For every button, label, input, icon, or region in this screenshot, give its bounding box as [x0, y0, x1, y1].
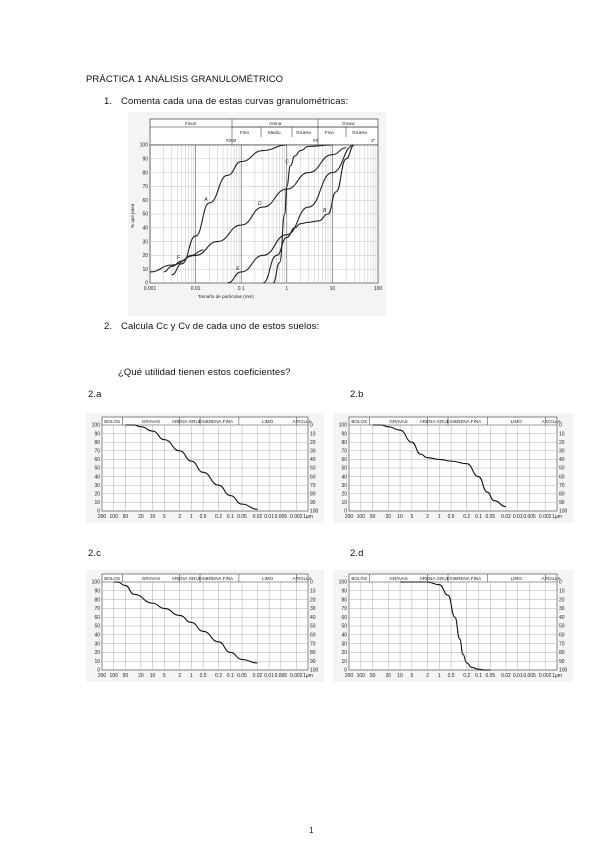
- subchart-left-tick: 30: [94, 482, 100, 489]
- subchart-header-label: ARENA FINA: [205, 576, 234, 581]
- subchart-x-tick: 0.05: [485, 514, 496, 520]
- subchart-left-tick: 50: [341, 465, 347, 472]
- subchart-right-tick: 0: [310, 579, 313, 586]
- subchart-right-tick: 40: [559, 457, 565, 464]
- subchart-right-tick: 100: [559, 667, 568, 674]
- subchart-left-tick: 70: [341, 606, 347, 613]
- subchart-right-tick: 10: [310, 431, 316, 438]
- subchart-2c-svg: [86, 570, 324, 682]
- x-tick-label: 0.1: [237, 286, 245, 292]
- subchart-x-tick: 2: [178, 514, 182, 520]
- subchart-x-tick: 1µm: [552, 673, 562, 679]
- x-tick-label: 100: [373, 286, 383, 292]
- subchart-right-tick: 70: [310, 482, 316, 489]
- subchart-right-tick: 40: [310, 457, 316, 464]
- subchart-x-tick: 1µm: [303, 673, 313, 679]
- subchart-left-tick: 0: [97, 667, 100, 674]
- subchart-x-tick: 20: [138, 514, 144, 520]
- subchart-left-tick: 100: [338, 422, 347, 429]
- subchart-x-tick: 0.02: [252, 673, 263, 679]
- subchart-right-tick: 80: [559, 650, 565, 657]
- subchart-x-tick: 0.02: [252, 514, 263, 520]
- subchart-right-tick: 90: [310, 500, 316, 507]
- subchart-right-tick: 20: [310, 597, 316, 604]
- subchart-right-tick: 70: [559, 641, 565, 648]
- subchart-left-tick: 70: [341, 448, 347, 455]
- subchart-right-tick: 50: [310, 623, 316, 630]
- subchart-x-tick: 0.5: [199, 673, 207, 679]
- y-tick-label: 90: [142, 156, 148, 163]
- label-2c: 2.c: [88, 548, 101, 559]
- subchart-x-tick: 0.01: [264, 673, 275, 679]
- header-grava: Grava: [342, 121, 355, 126]
- subchart-left-tick: 90: [94, 588, 100, 595]
- header-fino: Fino: [240, 130, 249, 135]
- subchart-x-tick: 10: [397, 673, 403, 679]
- subchart-x-tick: 1µm: [552, 514, 562, 520]
- subchart-left-tick: 0: [344, 667, 347, 674]
- subchart-left-tick: 0: [344, 508, 347, 515]
- subchart-x-tick: 0.002: [538, 514, 552, 520]
- subchart-2d-svg: [333, 570, 573, 682]
- subchart-x-tick: 0.05: [237, 514, 247, 520]
- header-arena: Arena: [269, 121, 282, 126]
- subchart-header-label: GRAVAS: [141, 419, 161, 424]
- subchart-header-label: ARCILLA: [541, 576, 561, 581]
- subchart-left-tick: 10: [94, 500, 100, 507]
- subchart-x-tick: 50: [369, 514, 376, 520]
- subchart-left-tick: 20: [94, 491, 100, 498]
- y-tick-label: 60: [142, 197, 148, 204]
- subchart-header-label: ARENA GRUESA: [419, 576, 456, 581]
- subchart-x-tick: 0.2: [463, 514, 471, 520]
- subchart-x-tick: 0.002: [290, 514, 303, 520]
- subchart-left-tick: 20: [341, 491, 347, 498]
- subchart-left-tick: 20: [341, 650, 347, 657]
- label-2b: 2.b: [350, 389, 364, 400]
- subchart-right-tick: 80: [310, 491, 316, 498]
- subchart-left-tick: 100: [338, 579, 347, 586]
- curve-label-E: E: [236, 265, 240, 272]
- subchart-x-tick: 0.005: [523, 673, 536, 679]
- subchart-header-label: GRAVAS: [389, 576, 408, 581]
- subchart-frame: [102, 574, 308, 670]
- subchart-header-label: BOLOS: [104, 419, 121, 424]
- header-grueso: Grueso: [296, 130, 312, 135]
- subchart-x-tick: 100: [109, 514, 118, 520]
- curve-label-D: D: [257, 201, 262, 208]
- subchart-x-tick: 2: [426, 673, 429, 679]
- subchart-right-tick: 20: [559, 597, 565, 604]
- subchart-x-tick: 0.5: [447, 673, 455, 679]
- header-medio: Medio: [268, 130, 281, 135]
- subchart-x-tick: 0.5: [447, 514, 455, 520]
- subchart-left-tick: 70: [94, 448, 100, 455]
- subchart-x-tick: 100: [109, 673, 118, 679]
- subchart-x-tick: 0.2: [215, 514, 223, 520]
- page-title: PRÁCTICA 1 ANÁLISIS GRANULOMÉTRICO: [86, 74, 284, 85]
- subchart-x-tick: 200: [97, 673, 107, 679]
- subchart-x-tick: 5: [410, 514, 414, 520]
- subchart-x-tick: 5: [410, 673, 414, 679]
- subchart-left-tick: 40: [341, 474, 347, 481]
- subchart-header-label: ARENA FINA: [453, 576, 482, 581]
- curve-label-C: C: [285, 159, 290, 166]
- subchart-x-tick: 1: [437, 673, 441, 679]
- subchart-x-tick: 200: [344, 673, 354, 679]
- subchart-header-label: BOLOS: [104, 576, 121, 581]
- subchart-frame: [349, 417, 557, 511]
- subchart-x-tick: 2: [178, 673, 182, 679]
- subchart-right-tick: 20: [310, 439, 316, 446]
- subchart-x-tick: 0.02: [501, 514, 511, 520]
- subchart-x-tick: 0.01: [512, 514, 523, 520]
- subchart-right-tick: 20: [559, 439, 565, 446]
- subchart-left-tick: 80: [341, 439, 347, 446]
- subchart-right-tick: 50: [559, 623, 565, 630]
- subchart-2a-svg: [86, 413, 324, 523]
- subchart-right-tick: 10: [559, 588, 565, 595]
- subchart-x-tick: 0.01: [264, 514, 275, 520]
- subchart-x-tick: 200: [344, 514, 354, 520]
- subchart-right-tick: 10: [559, 431, 565, 438]
- subchart-right-tick: 90: [559, 658, 565, 665]
- subchart-x-tick: 0.005: [274, 673, 288, 679]
- subchart-header-label: LIMO: [510, 419, 522, 424]
- subchart-right-tick: 100: [559, 508, 568, 515]
- utility-question: ¿Qué utilidad tienen estos coeficientes?: [118, 367, 291, 378]
- y-tick-label: 20: [142, 253, 148, 260]
- main-granulometric-chart: [128, 112, 386, 316]
- subchart-x-tick: 0.01: [512, 673, 523, 679]
- subchart-left-tick: 90: [341, 431, 347, 438]
- subchart-right-tick: 30: [310, 606, 316, 613]
- subchart-x-tick: 5: [162, 514, 166, 520]
- subchart-x-tick: 50: [369, 673, 376, 679]
- subchart-right-tick: 50: [559, 465, 565, 472]
- subchart-right-tick: 70: [559, 482, 565, 489]
- question-2-text: Calcula Cc y Cv de cada uno de estos suelos:: [121, 321, 320, 332]
- subchart-right-tick: 50: [310, 465, 316, 472]
- y-tick-label: 10: [142, 266, 148, 273]
- subchart-right-tick: 30: [310, 448, 316, 455]
- subchart-x-tick: 0.1: [475, 673, 483, 679]
- subchart-x-tick: 1: [190, 514, 193, 520]
- subchart-right-tick: 90: [559, 500, 565, 507]
- subchart-left-tick: 30: [341, 482, 347, 489]
- subchart-right-tick: 60: [559, 632, 565, 639]
- subchart-left-tick: 60: [94, 457, 100, 464]
- subchart-x-tick: 0.05: [485, 673, 496, 679]
- y-tick-label: 80: [142, 170, 148, 177]
- main-y-ticks: [140, 143, 149, 287]
- subchart-x-tick: 0.1: [226, 673, 234, 679]
- subchart-right-tick: 40: [310, 614, 316, 621]
- subchart-x-tick: 2: [426, 514, 429, 520]
- main-x-ticks: [144, 286, 383, 292]
- subchart-frame: [349, 574, 557, 670]
- subchart-left-tick: 40: [94, 474, 100, 481]
- subchart-left-tick: 50: [94, 623, 100, 630]
- subchart-x-tick: 0.5: [199, 514, 207, 520]
- subchart-left-tick: 40: [94, 632, 100, 639]
- label-2a: 2.a: [88, 389, 102, 400]
- subchart-2b-svg: [333, 413, 573, 523]
- subchart-right-tick: 90: [310, 658, 316, 665]
- subchart-left-tick: 0: [97, 508, 100, 515]
- subchart-x-tick: 20: [385, 673, 392, 679]
- subchart-x-tick: 1: [437, 514, 441, 520]
- y-tick-label: 40: [142, 225, 148, 232]
- subchart-header-label: LIMO: [261, 576, 274, 581]
- subchart-left-tick: 20: [94, 650, 100, 657]
- subchart-x-tick: 1µm: [303, 514, 313, 520]
- subchart-left-tick: 80: [341, 597, 347, 604]
- subchart-x-tick: 20: [138, 673, 144, 679]
- subchart-x-tick: 50: [122, 673, 129, 679]
- subchart-left-tick: 80: [94, 597, 100, 604]
- subchart-left-tick: 90: [94, 431, 100, 438]
- subchart-left-tick: 40: [341, 632, 347, 639]
- subchart-x-tick: 0.002: [538, 673, 552, 679]
- subchart-header-label: LIMO: [261, 419, 274, 424]
- subchart-header-label: ARCILLA: [292, 419, 312, 424]
- subchart-x-tick: 200: [97, 514, 107, 520]
- main-chart-svg: [128, 112, 386, 316]
- subchart-x-tick: 50: [122, 514, 129, 520]
- subchart-x-tick: 10: [149, 514, 156, 520]
- subchart-right-tick: 80: [310, 650, 316, 657]
- x-tick-label: 10: [329, 286, 336, 292]
- subchart-2b: [333, 413, 573, 523]
- page-number: 1: [309, 826, 314, 835]
- header-grueso-grava: Grueso: [352, 130, 368, 135]
- subchart-header-label: GRAVAS: [141, 576, 161, 581]
- subchart-left-tick: 30: [341, 641, 347, 648]
- subchart-x-tick: 20: [385, 514, 392, 520]
- subchart-right-tick: 100: [310, 667, 319, 674]
- subchart-x-tick: 0.005: [274, 514, 288, 520]
- subchart-header-label: ARENA FINA: [205, 419, 234, 424]
- subchart-right-tick: 60: [310, 632, 316, 639]
- subchart-header-label: ARENA GRUESA: [171, 419, 209, 424]
- subchart-left-tick: 10: [94, 658, 100, 665]
- subchart-left-tick: 70: [94, 606, 100, 613]
- subchart-x-tick: 5: [162, 673, 166, 679]
- x-tick-label: 0.01: [190, 286, 201, 292]
- subchart-right-tick: 80: [559, 491, 565, 498]
- subchart-x-tick: 0.02: [501, 673, 511, 679]
- curve-label-B: B: [322, 208, 327, 214]
- subchart-header-label: ARENA GRUESA: [419, 419, 456, 424]
- subchart-left-tick: 90: [341, 588, 347, 595]
- main-y-axis-label: % que pasa: [130, 203, 135, 229]
- subchart-left-tick: 60: [341, 457, 347, 464]
- subchart-x-tick: 100: [356, 673, 365, 679]
- subchart-left-tick: 10: [341, 500, 347, 507]
- subchart-left-tick: 100: [91, 422, 100, 429]
- subchart-x-tick: 0.002: [290, 673, 303, 679]
- subchart-right-tick: 0: [310, 422, 313, 429]
- sieve-200-label: #200: [226, 138, 237, 143]
- subchart-x-tick: 1: [190, 673, 193, 679]
- y-tick-label: 70: [142, 184, 148, 191]
- curve-label-A: A: [204, 196, 208, 203]
- x-tick-label: 0.001: [143, 286, 157, 292]
- main-x-axis-label: Tamaño de partículas (mm): [198, 294, 254, 299]
- header-finos: Finos: [185, 121, 197, 126]
- subchart-frame: [102, 417, 308, 511]
- subchart-header-label: ARCILLA: [541, 419, 561, 424]
- subchart-left-tick: 100: [91, 579, 100, 586]
- subchart-right-tick: 40: [559, 614, 565, 621]
- subchart-2a: [86, 413, 324, 523]
- y-tick-label: 100: [139, 142, 148, 149]
- subchart-x-tick: 10: [397, 514, 403, 520]
- y-tick-label: 0: [145, 280, 148, 287]
- question-1-text: Comenta cada una de estas curvas granulométricas:: [121, 96, 349, 107]
- subchart-x-tick: 0.1: [475, 514, 483, 520]
- subchart-header-label: ARCILLA: [292, 576, 312, 581]
- subchart-2d: [333, 570, 573, 682]
- header-fino-grava: Fino: [325, 130, 334, 135]
- subchart-x-tick: 0.1: [226, 514, 234, 520]
- subchart-left-tick: 50: [341, 623, 347, 630]
- subchart-right-tick: 10: [310, 588, 316, 595]
- subchart-right-tick: 60: [310, 474, 316, 481]
- subchart-header-label: GRAVAS: [389, 419, 408, 424]
- curve-label-F: F: [176, 254, 180, 261]
- subchart-x-tick: 0.05: [237, 673, 247, 679]
- subchart-left-tick: 60: [94, 614, 100, 621]
- subchart-x-tick: 0.2: [463, 673, 471, 679]
- subchart-header-label: LIMO: [510, 576, 522, 581]
- subchart-left-tick: 30: [94, 641, 100, 648]
- subchart-x-tick: 100: [356, 514, 365, 520]
- x-tick-label: 1: [285, 286, 289, 292]
- subchart-right-tick: 70: [310, 641, 316, 648]
- subchart-2c: [86, 570, 324, 682]
- question-2-number: 2.: [104, 321, 113, 332]
- subchart-header-label: ARENA GRUESA: [171, 576, 209, 581]
- subchart-x-tick: 10: [149, 673, 156, 679]
- subchart-left-tick: 80: [94, 439, 100, 446]
- subchart-x-tick: 0.005: [523, 514, 536, 520]
- subchart-header-label: BOLOS: [351, 419, 368, 424]
- subchart-right-tick: 30: [559, 448, 565, 455]
- subchart-header-label: BOLOS: [351, 576, 368, 581]
- subchart-x-tick: 0.2: [215, 673, 223, 679]
- subchart-header-label: ARENA FINA: [453, 419, 482, 424]
- subchart-right-tick: 100: [310, 508, 319, 515]
- subchart-right-tick: 0: [559, 579, 562, 586]
- subchart-right-tick: 30: [559, 606, 565, 613]
- subchart-left-tick: 50: [94, 465, 100, 472]
- y-tick-label: 50: [142, 211, 148, 218]
- question-1-number: 1.: [104, 96, 113, 107]
- subchart-left-tick: 60: [341, 614, 347, 621]
- subchart-right-tick: 60: [559, 474, 565, 481]
- subchart-right-tick: 0: [559, 422, 562, 429]
- subchart-left-tick: 10: [341, 658, 347, 665]
- sieve-4-label: #4: [313, 138, 319, 143]
- sieve-3in-label: 3": [371, 138, 376, 143]
- y-tick-label: 30: [142, 239, 148, 246]
- label-2d: 2.d: [350, 548, 364, 559]
